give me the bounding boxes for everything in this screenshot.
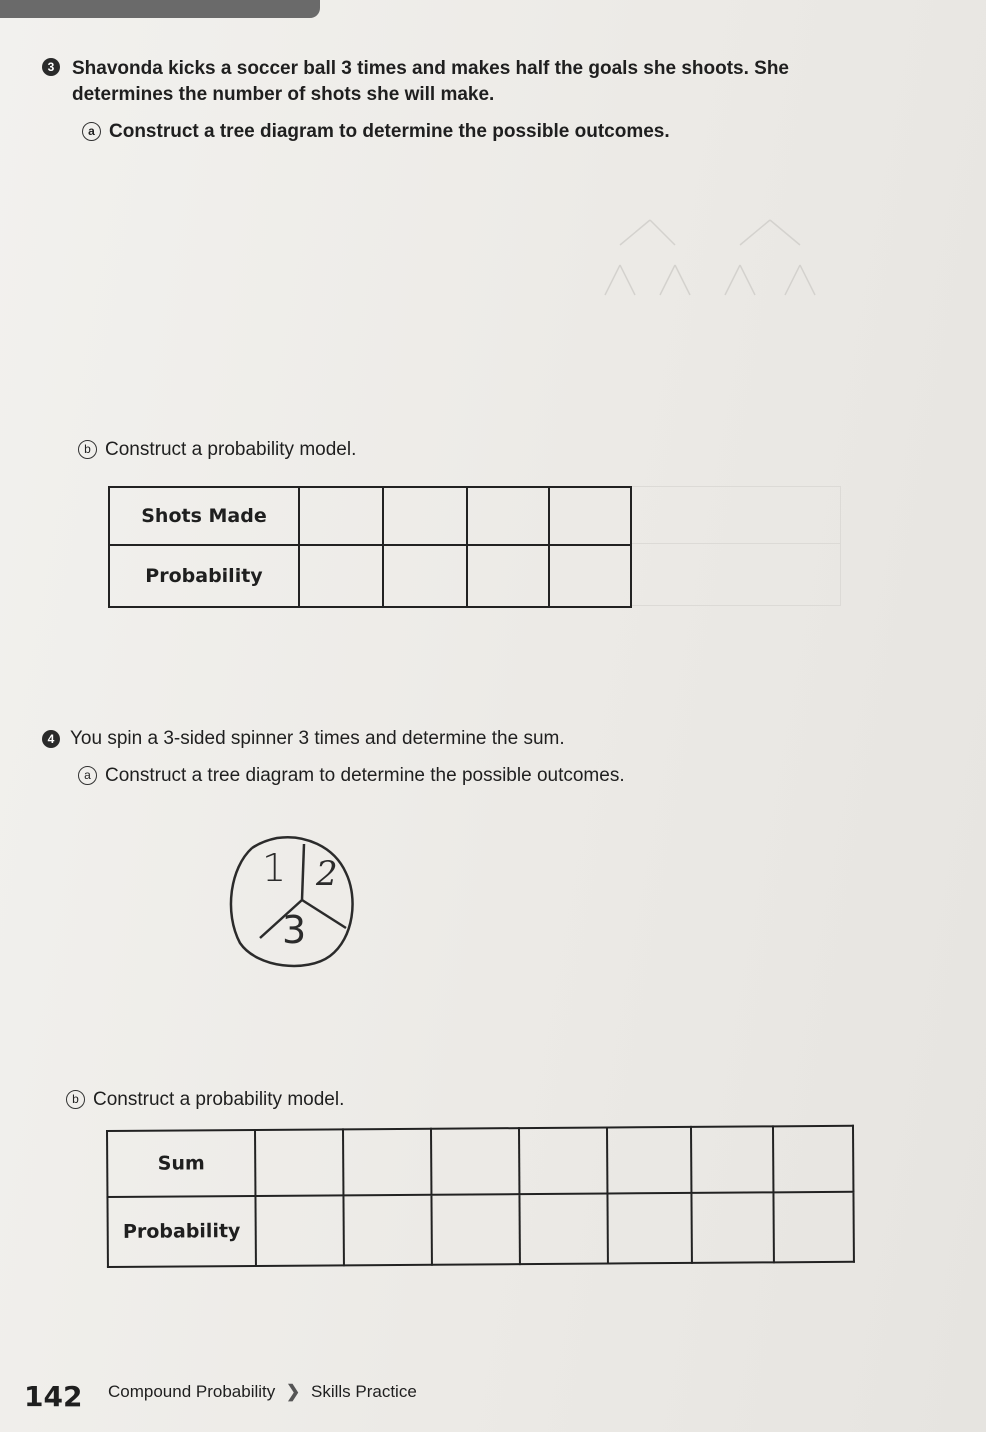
part-a-marker: a <box>78 766 97 785</box>
table-cell[interactable] <box>343 1129 431 1196</box>
chevron-right-icon: ❯ <box>286 1382 301 1401</box>
problem-4-part-b-text: Construct a probability model. <box>93 1089 345 1110</box>
table-row-shots-made <box>109 487 631 545</box>
row-header-sum: Sum <box>107 1130 255 1197</box>
table-cell[interactable] <box>691 1126 773 1193</box>
table-cell[interactable] <box>431 1128 519 1195</box>
table-cell[interactable] <box>607 1193 691 1264</box>
table-row-probability <box>109 545 631 607</box>
problem-3-part-b-text: Construct a probability model. <box>105 439 357 460</box>
row-header-probability: Probability <box>107 1196 255 1267</box>
breadcrumb <box>108 1382 417 1402</box>
row-header-shots-made: Shots Made <box>109 487 299 545</box>
table-cell[interactable] <box>299 487 383 545</box>
problem-3-number-badge: 3 <box>42 58 60 76</box>
part-b-marker: b <box>66 1090 85 1109</box>
hand-drawn-spinner <box>222 828 362 978</box>
spinner-label-3: 3 <box>282 908 307 952</box>
table-cell[interactable] <box>431 1194 519 1265</box>
problem-4-part-b <box>66 1087 344 1113</box>
table-cell[interactable] <box>343 1195 431 1266</box>
table-cell[interactable] <box>691 1192 773 1263</box>
breadcrumb-section: Compound Probability <box>108 1382 276 1401</box>
faint-table-divider <box>632 543 840 544</box>
table-cell[interactable] <box>549 487 631 545</box>
part-a-marker: a <box>82 122 101 141</box>
table-cell[interactable] <box>383 545 467 607</box>
problem-4-part-a-text: Construct a tree diagram to determine the possible outcomes. <box>105 765 625 786</box>
table-row-sum <box>107 1126 853 1197</box>
problem-4-stem: You spin a 3-sided spinner 3 times and determine the sum. <box>70 728 565 749</box>
table-cell[interactable] <box>255 1129 343 1196</box>
table-cell[interactable] <box>773 1192 853 1263</box>
problem-3-stem-line-2: determines the number of shots she will make. <box>72 84 495 105</box>
table-cell[interactable] <box>467 487 549 545</box>
problem-3-part-b <box>78 437 356 463</box>
faint-tree-diagram <box>590 200 840 340</box>
problem-4-probability-table <box>106 1125 855 1268</box>
header-bar <box>0 0 320 18</box>
spinner-label-2: 2 <box>316 854 338 894</box>
part-b-marker: b <box>78 440 97 459</box>
problem-4-part-a <box>78 763 625 789</box>
problem-3-part-a <box>82 119 670 145</box>
problem-3-part-a-text: Construct a tree diagram to determine the possible outcomes. <box>109 121 670 142</box>
table-cell[interactable] <box>255 1195 343 1266</box>
problem-3-stem-line-1: Shavonda kicks a soccer ball 3 times and makes half the goals she shoots. She <box>72 58 789 79</box>
table-cell[interactable] <box>607 1127 691 1194</box>
table-cell[interactable] <box>519 1194 607 1265</box>
table-cell[interactable] <box>549 545 631 607</box>
page-number: 142 <box>24 1380 83 1413</box>
row-header-probability: Probability <box>109 545 299 607</box>
breadcrumb-page: Skills Practice <box>310 1382 417 1401</box>
spinner-label-1: 1 <box>262 846 287 890</box>
problem-4-number-badge: 4 <box>42 730 60 748</box>
table-cell[interactable] <box>467 545 549 607</box>
table-row-probability <box>107 1192 853 1267</box>
table-cell[interactable] <box>519 1128 607 1195</box>
table-cell[interactable] <box>383 487 467 545</box>
table-cell[interactable] <box>299 545 383 607</box>
table-cell[interactable] <box>773 1126 853 1193</box>
problem-3-probability-table <box>108 486 632 608</box>
faint-table-outline <box>632 486 841 606</box>
